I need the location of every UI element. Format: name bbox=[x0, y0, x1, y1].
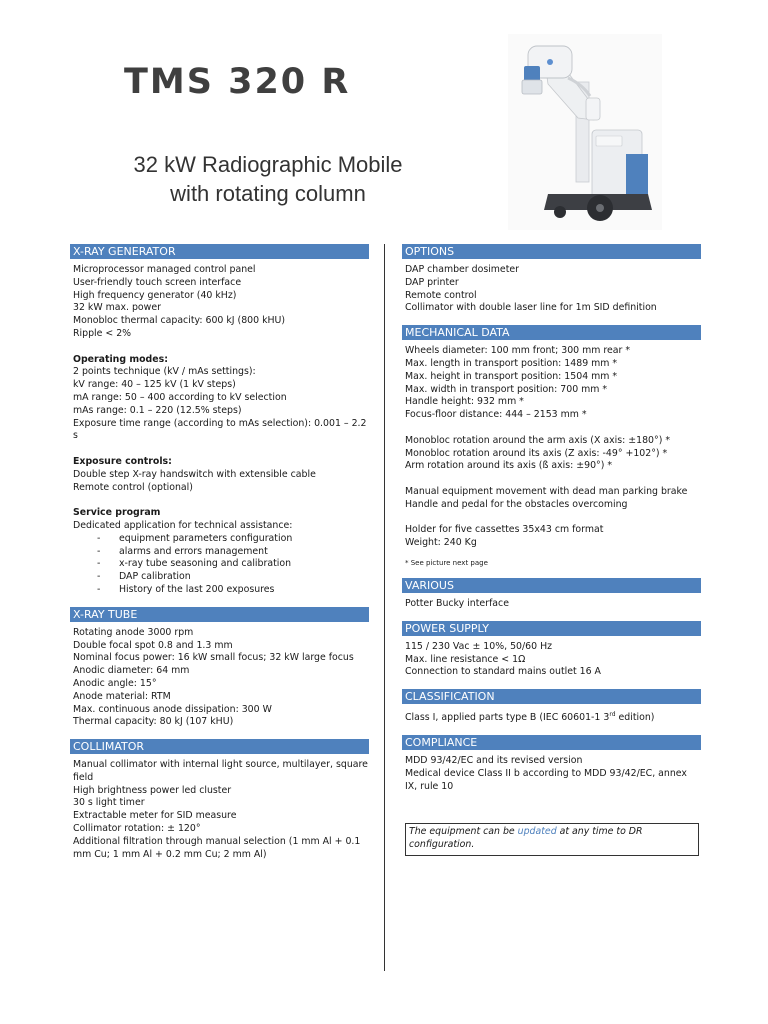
spec-line: Monobloc rotation around the arm axis (X axis: ±180°) * bbox=[405, 434, 671, 446]
footnote: * See picture next page bbox=[405, 558, 488, 567]
spec-line: Max. width in transport position: 700 mm * bbox=[405, 383, 608, 395]
spec-line: Manual equipment movement with dead man parking brake bbox=[405, 485, 688, 497]
spec-line: Anodic angle: 15° bbox=[73, 677, 157, 689]
spec-line: Handle and pedal for the obstacles overcoming bbox=[405, 498, 628, 510]
spec-line: Additional filtration through manual selection (1 mm Al + 0.1 mm Cu; 1 mm Al + 0.2 mm Cu; 2 mm Al) bbox=[73, 835, 361, 860]
spec-line: Double step X-ray handswitch with extensible cable bbox=[73, 468, 316, 480]
spec-line: Monobloc thermal capacity: 600 kJ (800 kHU) bbox=[73, 315, 286, 327]
subheading: Operating modes: bbox=[73, 353, 168, 365]
section-body bbox=[405, 641, 701, 679]
section-heading: COLLIMATOR bbox=[70, 739, 369, 754]
list-item: - equipment parameters configuration bbox=[73, 533, 369, 546]
subheading: Service program bbox=[73, 507, 161, 519]
section-heading: COMPLIANCE bbox=[402, 735, 701, 750]
classification-text-end: edition) bbox=[615, 712, 655, 724]
list-item: - History of the last 200 exposures bbox=[73, 584, 369, 597]
spec-line bbox=[405, 709, 701, 725]
spec-line: Holder for five cassettes 35x43 cm format bbox=[405, 524, 604, 536]
spec-line: Thermal capacity: 80 kJ (107 kHU) bbox=[73, 716, 234, 728]
section-classification bbox=[405, 689, 701, 725]
spec-line: Remote control (optional) bbox=[73, 481, 193, 493]
list-item: - DAP calibration bbox=[73, 571, 369, 584]
section-body bbox=[73, 264, 369, 597]
list-item: - x-ray tube seasoning and calibration bbox=[73, 558, 369, 571]
spec-line: Remote control bbox=[405, 289, 477, 301]
spec-line: 115 / 230 Vac ± 10%, 50/60 Hz bbox=[405, 640, 553, 652]
section-body bbox=[405, 709, 701, 725]
spec-line: Max. continuous anode dissipation: 300 W bbox=[73, 703, 272, 715]
note-highlight: updated bbox=[517, 826, 557, 838]
radiographic-mobile-unit-icon bbox=[508, 34, 662, 230]
spec-line: Anodic diameter: 64 mm bbox=[73, 665, 190, 677]
subtitle-line-1: 32 kW Radiographic Mobile bbox=[133, 152, 403, 177]
section-compliance bbox=[405, 735, 701, 793]
spec-line: 32 kW max. power bbox=[73, 302, 161, 314]
spec-line: Monobloc rotation around its axis (Z axis: -49° +102°) * bbox=[405, 447, 668, 459]
classification-text: Class I, applied parts type B (IEC 60601-1 3 bbox=[405, 712, 610, 724]
section-heading: POWER SUPPLY bbox=[402, 621, 701, 636]
section-heading: OPTIONS bbox=[402, 244, 701, 259]
spec-line: High brightness power led cluster bbox=[73, 784, 232, 796]
product-image bbox=[508, 34, 662, 230]
section-body bbox=[405, 598, 701, 611]
spec-line: Handle height: 932 mm * bbox=[405, 396, 524, 408]
spec-line: Microprocessor managed control panel bbox=[73, 264, 256, 275]
spec-line: DAP chamber dosimeter bbox=[405, 264, 520, 275]
spec-line: Anode material: RTM bbox=[73, 690, 171, 702]
subheading: Exposure controls: bbox=[73, 455, 172, 467]
spec-line: Manual collimator with internal light source, multilayer, square field bbox=[73, 759, 368, 783]
section-heading: X-RAY GENERATOR bbox=[70, 244, 369, 259]
spec-line: Max. length in transport position: 1489 mm * bbox=[405, 357, 618, 369]
spec-line: User-friendly touch screen interface bbox=[73, 276, 242, 288]
product-subtitle bbox=[100, 150, 436, 208]
note-text-end: at any time to DR configuration. bbox=[409, 826, 643, 851]
spec-line: 30 s light timer bbox=[73, 797, 145, 809]
section-options bbox=[405, 244, 701, 315]
subtitle-line-2: with rotating column bbox=[170, 181, 366, 206]
spec-line: Rotating anode 3000 rpm bbox=[73, 626, 194, 638]
spec-line: Collimator rotation: ± 120° bbox=[73, 823, 201, 835]
spec-line: Focus-floor distance: 444 – 2153 mm * bbox=[405, 409, 587, 421]
spec-line: Double focal spot 0.8 and 1.3 mm bbox=[73, 639, 233, 651]
right-column bbox=[405, 244, 701, 856]
section-heading: X-RAY TUBE bbox=[70, 607, 369, 622]
section-heading: MECHANICAL DATA bbox=[402, 325, 701, 340]
section-mechanical-data bbox=[405, 325, 701, 568]
product-title: TMS 320 R bbox=[124, 62, 351, 102]
spec-line: High frequency generator (40 kHz) bbox=[73, 289, 237, 301]
section-body bbox=[405, 264, 701, 315]
spec-line: DAP printer bbox=[405, 276, 459, 288]
section-body bbox=[405, 345, 701, 568]
dr-configuration-note bbox=[405, 823, 699, 856]
spec-line: Arm rotation around its axis (ß axis: ±90°) * bbox=[405, 460, 613, 472]
ordinal-suffix: rd bbox=[609, 711, 616, 719]
section-heading: CLASSIFICATION bbox=[402, 689, 701, 704]
spec-line: Wheels diameter: 100 mm front; 300 mm rear * bbox=[405, 345, 631, 357]
spec-line: mA range: 50 – 400 according to kV selection bbox=[73, 391, 287, 403]
spec-line: Extractable meter for SID measure bbox=[73, 810, 237, 822]
spec-line: Nominal focus power: 16 kW small focus; 32 kW large focus bbox=[73, 652, 354, 664]
spec-line: Weight: 240 Kg bbox=[405, 537, 477, 549]
spec-line: Potter Bucky interface bbox=[405, 597, 509, 609]
spec-line: Exposure time range (according to mAs selection): 0.001 – 2.2 s bbox=[73, 417, 367, 442]
section-xray-tube bbox=[73, 607, 369, 729]
service-list bbox=[73, 533, 369, 597]
section-xray-generator bbox=[73, 244, 369, 597]
section-power-supply bbox=[405, 621, 701, 679]
spec-line: Ripple < 2% bbox=[73, 327, 132, 339]
spec-line: mAs range: 0.1 – 220 (12.5% steps) bbox=[73, 404, 242, 416]
section-collimator bbox=[73, 739, 369, 861]
left-column bbox=[73, 244, 369, 871]
spec-line: Dedicated application for technical assistance: bbox=[73, 519, 293, 531]
note-text: The equipment can be bbox=[409, 826, 518, 838]
spec-line: Max. line resistance < 1Ω bbox=[405, 653, 526, 665]
column-divider bbox=[384, 244, 385, 971]
section-body bbox=[405, 755, 701, 793]
spec-line: Collimator with double laser line for 1m SID definition bbox=[405, 302, 657, 314]
spec-line: 2 points technique (kV / mAs settings): bbox=[73, 366, 256, 378]
spec-line: Medical device Class II b according to MDD 93/42/EC, annex IX, rule 10 bbox=[405, 767, 687, 792]
spec-line: Max. height in transport position: 1504 mm * bbox=[405, 370, 618, 382]
spec-line: MDD 93/42/EC and its revised version bbox=[405, 755, 583, 767]
spec-line: kV range: 40 – 125 kV (1 kV steps) bbox=[73, 379, 236, 391]
section-body bbox=[73, 759, 369, 861]
list-item: - alarms and errors management bbox=[73, 546, 369, 559]
section-body bbox=[73, 627, 369, 729]
section-heading: VARIOUS bbox=[402, 578, 701, 593]
spec-line: Connection to standard mains outlet 16 A bbox=[405, 666, 601, 678]
section-various bbox=[405, 578, 701, 611]
